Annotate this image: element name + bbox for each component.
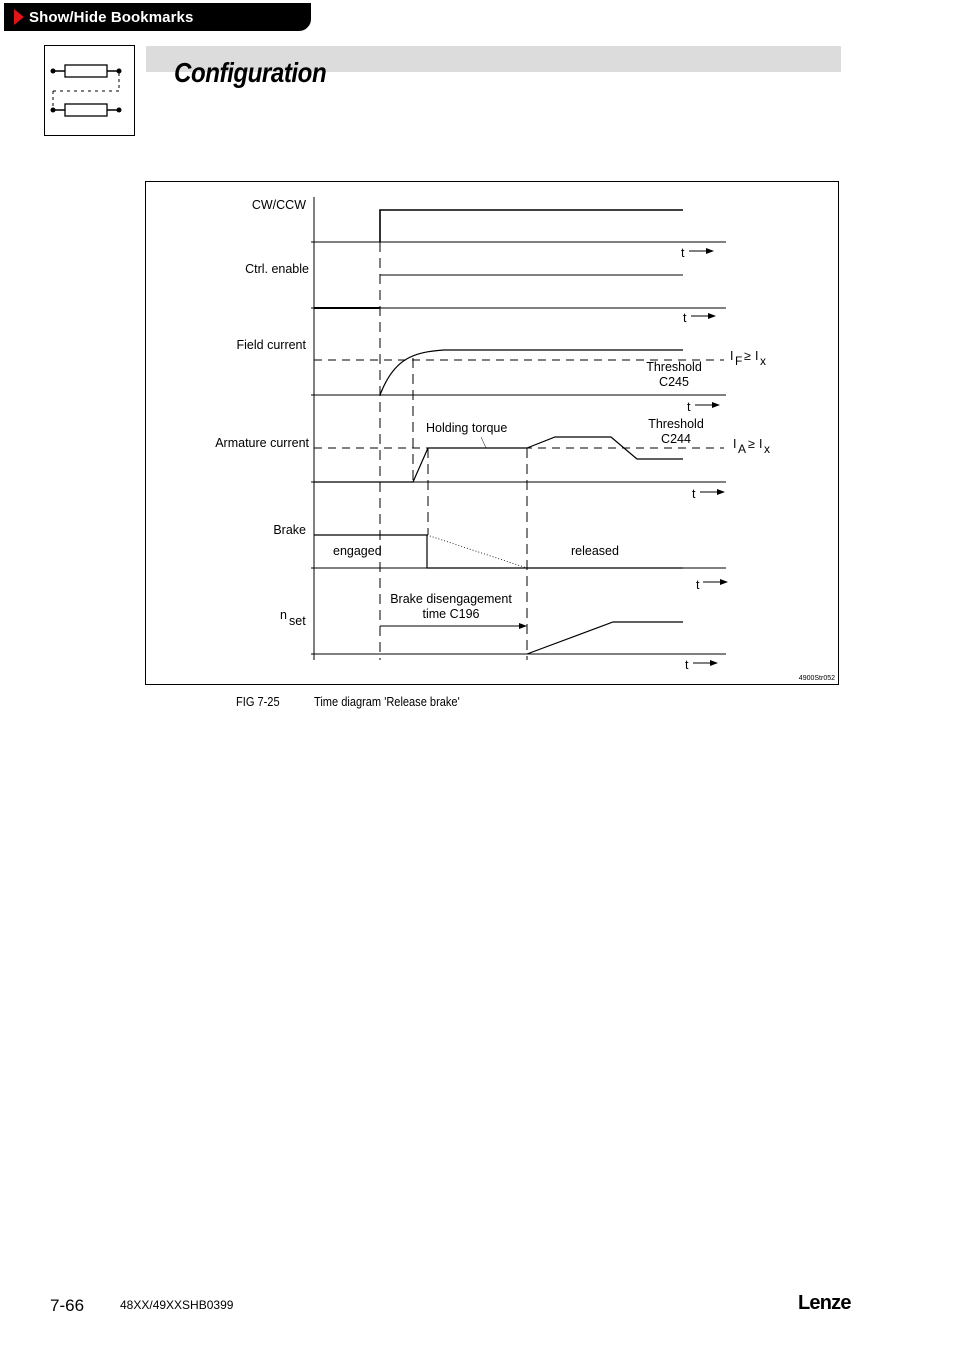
holding-torque-pointer — [481, 437, 486, 448]
triangle-right-icon — [14, 9, 24, 25]
threshold-field-code: C245 — [659, 375, 689, 389]
label-field-current: Field current — [236, 338, 306, 352]
document-code: 48XX/49XXSHB0399 — [120, 1298, 234, 1312]
show-hide-bookmarks-button[interactable] — [4, 3, 311, 31]
timing-diagram-frame — [145, 181, 839, 685]
circuit-config-icon — [44, 45, 135, 136]
armature-condition-sub-x: x — [764, 442, 770, 456]
brake-time-code: time C196 — [422, 607, 480, 621]
time-label: t — [692, 487, 696, 501]
figure-caption-number: FIG 7-25 — [236, 694, 280, 709]
label-cw-ccw: CW/CCW — [251, 198, 306, 212]
field-condition-i: I — [730, 349, 734, 363]
field-condition-op: ≥ — [744, 349, 751, 363]
brake-released-label: released — [571, 544, 619, 558]
threshold-armature-label: Threshold — [648, 417, 704, 431]
armature-condition-sub-a: A — [738, 442, 747, 456]
label-ctrl-enable: Ctrl. enable — [245, 262, 309, 276]
time-label: t — [696, 578, 700, 592]
signal-field-current — [380, 350, 683, 395]
threshold-armature-code: C244 — [661, 432, 691, 446]
page-number: 7-66 — [50, 1296, 85, 1315]
time-label: t — [683, 311, 687, 325]
time-label: t — [681, 246, 685, 260]
field-condition-sub-x: x — [760, 354, 766, 368]
time-label: t — [685, 658, 689, 672]
figure-id-code: 4900Str052 — [798, 675, 835, 682]
signal-cw-ccw — [380, 210, 683, 242]
brake-release-slope — [427, 535, 527, 568]
label-nset-sub: set — [289, 614, 306, 628]
lenze-logo: Lenze — [798, 1292, 851, 1314]
armature-condition-i2: I — [759, 437, 763, 451]
page-title: Configuration — [174, 57, 327, 88]
label-armature-current: Armature current — [215, 436, 309, 450]
signal-armature-current — [314, 448, 527, 482]
bookmarks-button-label: Show/Hide Bookmarks — [29, 8, 194, 26]
figure-caption-text: Time diagram 'Release brake' — [314, 694, 460, 709]
field-condition-i2: I — [755, 349, 759, 363]
time-label: t — [687, 400, 691, 414]
label-nset-n: n — [280, 608, 287, 622]
signal-nset — [527, 622, 683, 654]
field-condition-sub-f: F — [735, 354, 743, 368]
holding-torque-label: Holding torque — [426, 421, 508, 435]
timing-diagram — [146, 182, 840, 686]
brake-time-label: Brake disengagement — [390, 592, 512, 606]
threshold-field-label: Threshold — [646, 360, 702, 374]
armature-condition-i: I — [733, 437, 737, 451]
armature-condition-op: ≥ — [748, 437, 755, 451]
signal-armature-peak — [527, 437, 683, 459]
brake-engaged-label: engaged — [333, 544, 382, 558]
label-brake: Brake — [273, 523, 306, 537]
